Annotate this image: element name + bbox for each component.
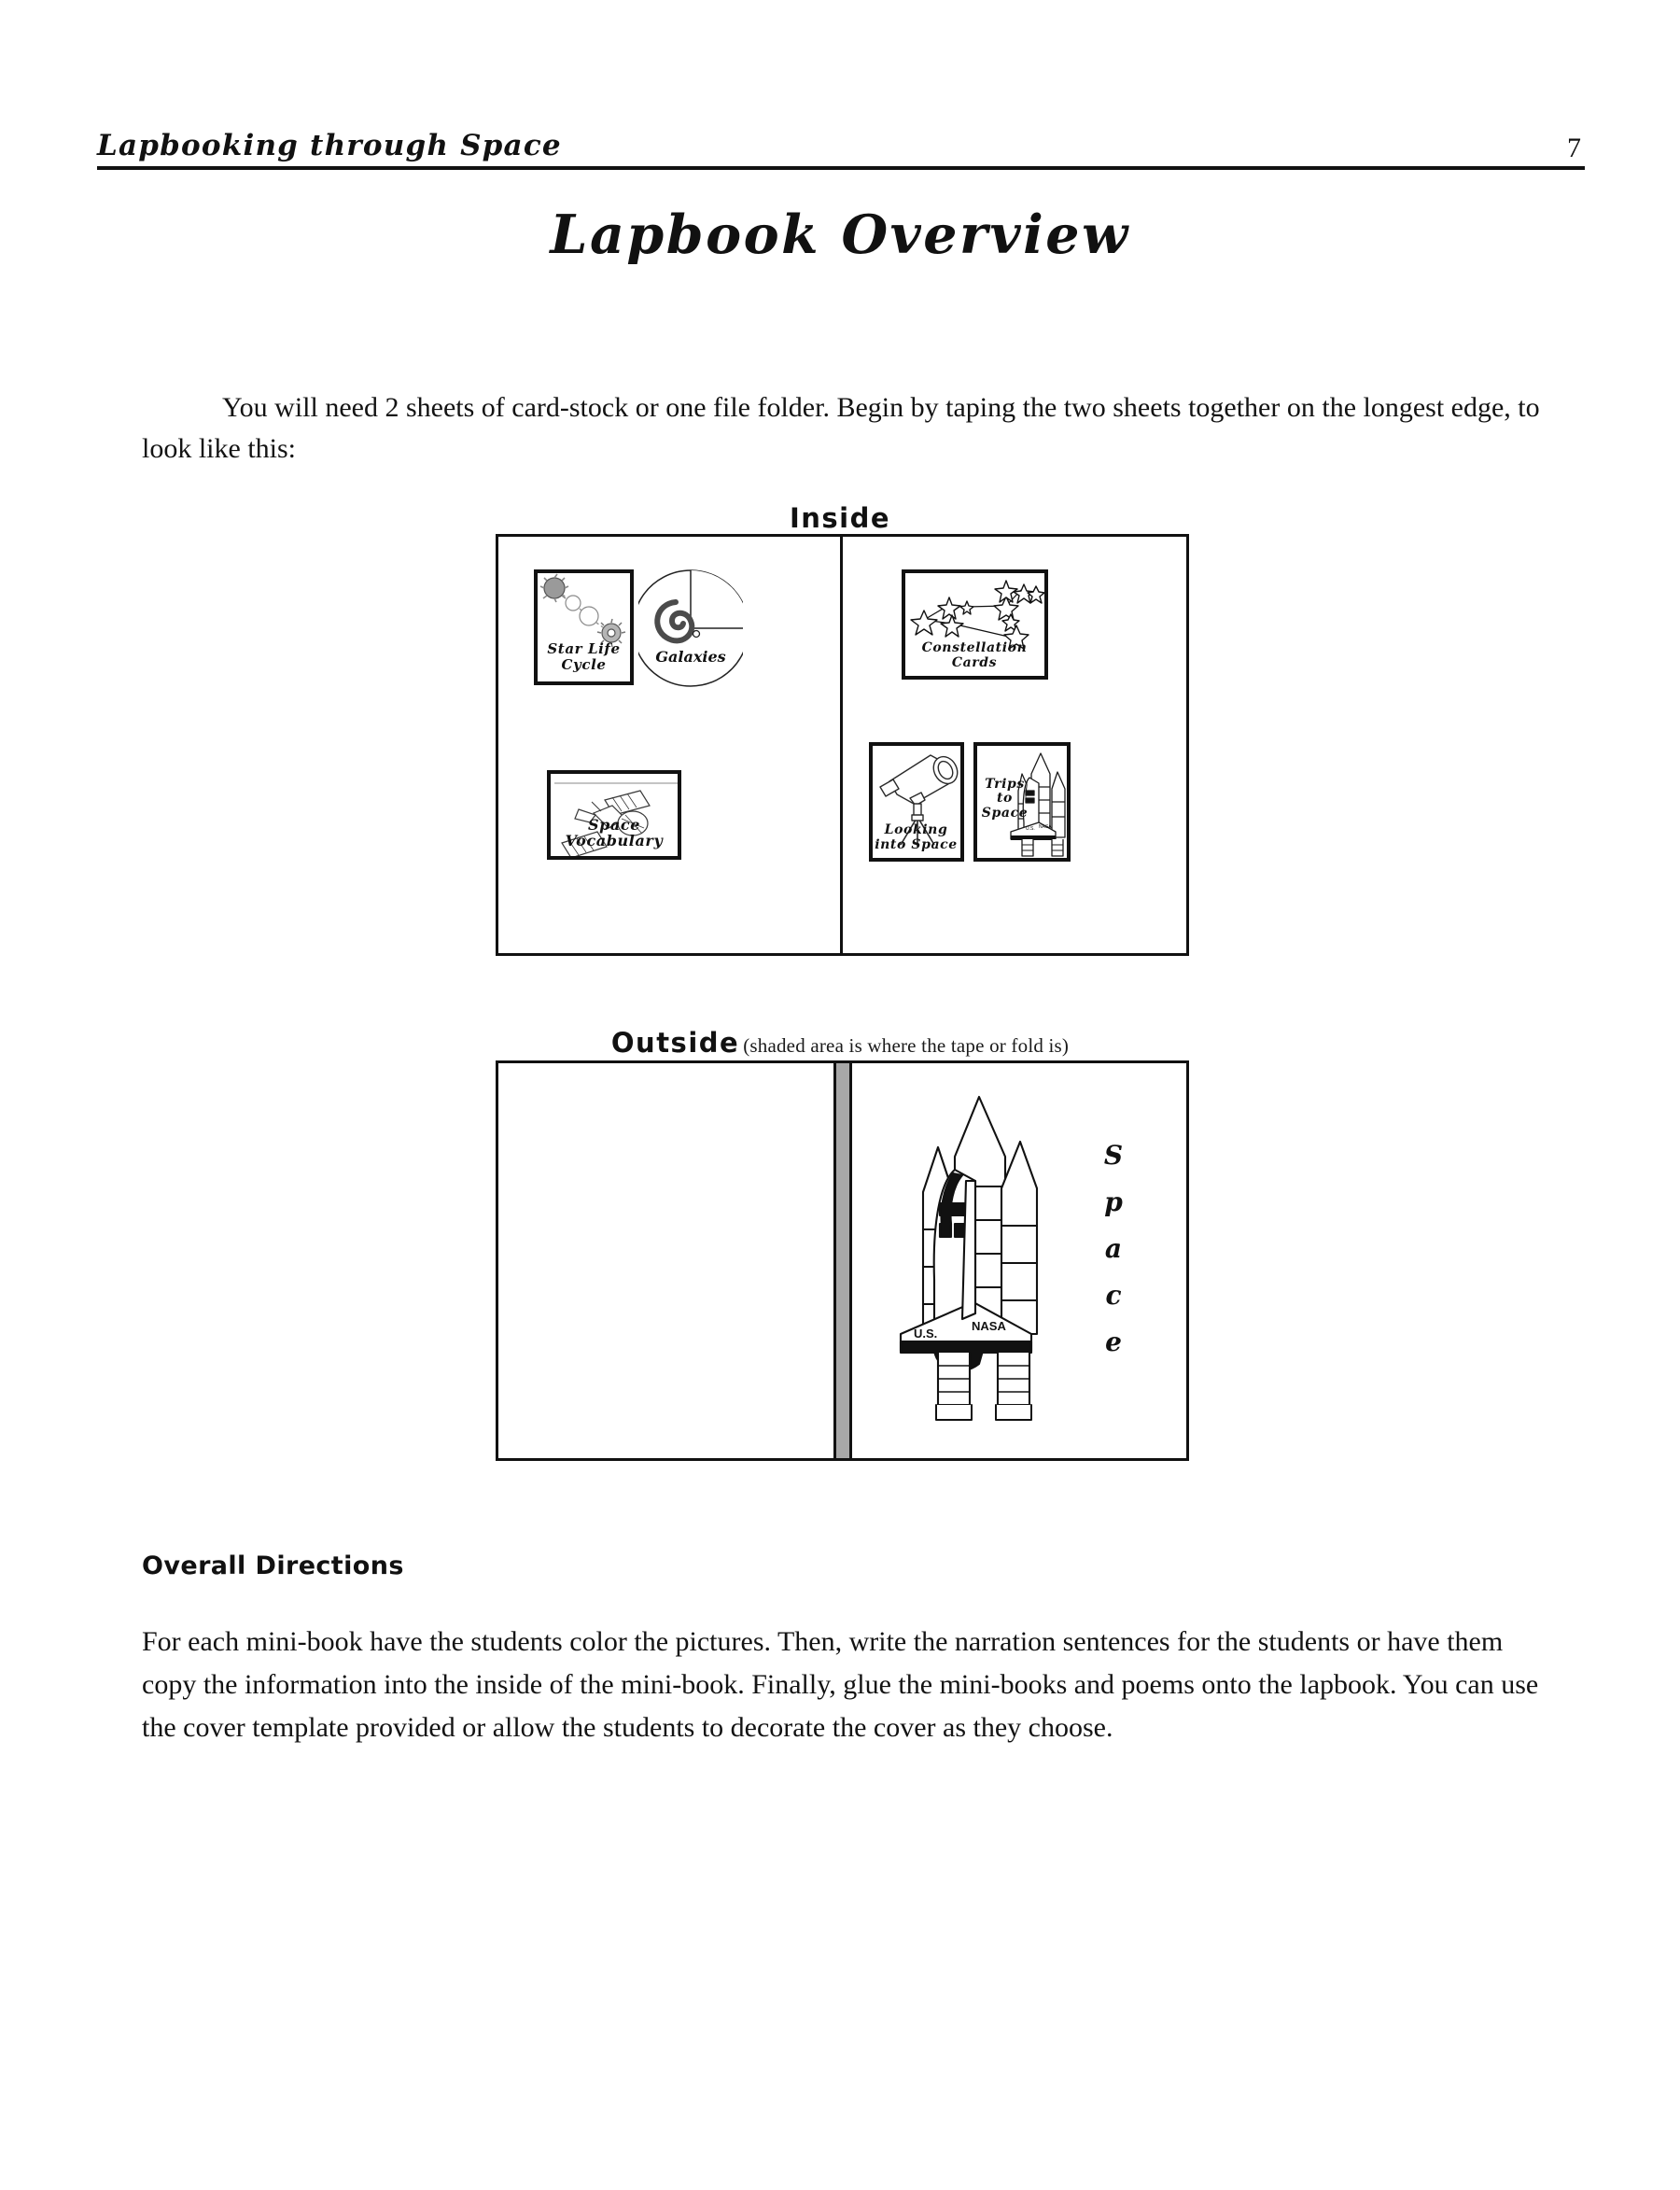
minibook-star-life-cycle bbox=[534, 569, 634, 685]
shuttle-marking-us: U.S. bbox=[913, 1327, 937, 1341]
cover-title-letter-1: p bbox=[1104, 1186, 1123, 1217]
minibook-label bbox=[981, 778, 1029, 821]
minibook-label: Galaxies bbox=[655, 648, 726, 666]
shuttle-marking-nasa: NASA bbox=[971, 1319, 1006, 1333]
inside-right-panel bbox=[843, 537, 1187, 953]
tape-fold-strip bbox=[833, 1063, 852, 1458]
cover-title-letter-0: S bbox=[1103, 1140, 1124, 1171]
inside-folder-diagram bbox=[496, 534, 1189, 956]
inside-caption bbox=[0, 502, 1680, 534]
cover-space-shuttle-icon bbox=[889, 1084, 1067, 1448]
page-title: Lapbook Overview bbox=[550, 204, 1130, 266]
minibook-space-vocabulary bbox=[547, 770, 681, 860]
page-number: 7 bbox=[1567, 133, 1581, 163]
outside-caption-label: Outside bbox=[610, 1027, 740, 1059]
outside-caption bbox=[0, 1027, 1680, 1059]
minibook-label-line2: Cycle bbox=[561, 655, 607, 673]
minibook-label-line1: Constellation Cards bbox=[921, 640, 1028, 670]
minibook-looking-into-space bbox=[869, 742, 964, 862]
spiral-galaxy-wheel-icon bbox=[638, 565, 743, 690]
header-title: Lapbooking through Space bbox=[97, 129, 562, 162]
inside-caption-label: Inside bbox=[789, 502, 891, 534]
star-life-cycle-icon bbox=[538, 573, 630, 648]
svg-text:U.S.: U.S. bbox=[1025, 826, 1035, 832]
page-header bbox=[97, 110, 1585, 170]
inside-left-panel bbox=[498, 537, 843, 953]
minibook-label-line2: to bbox=[996, 791, 1013, 807]
intro-paragraph: You will need 2 sheets of card-stock or one file folder. Begin by taping the two sheets together on the longest edge, to look like this: bbox=[142, 392, 1540, 464]
header-rule bbox=[97, 166, 1585, 170]
minibook-label-line1: Trips bbox=[985, 777, 1025, 792]
outside-folder-diagram bbox=[496, 1060, 1189, 1461]
minibook-galaxies bbox=[638, 565, 743, 690]
directions-body: For each mini-book have the students color the pictures. Then, write the narration sentences for the students or have them copy the information into the inside of the mini-book. Finally, glue the mini-books and poems onto the lapbook. You can use the cover template provided or allow the students to decorate the cover as they choose. bbox=[142, 1626, 1539, 1743]
minibook-label bbox=[538, 641, 630, 672]
cover-title-vertical bbox=[1089, 1132, 1138, 1366]
cover-title-letter-3: c bbox=[1105, 1280, 1122, 1311]
minibook-constellation-cards bbox=[902, 569, 1048, 680]
outside-back-panel bbox=[498, 1063, 833, 1458]
minibook-label bbox=[551, 817, 678, 849]
minibook-label bbox=[905, 641, 1044, 670]
cover-title-letter-2: a bbox=[1104, 1233, 1123, 1264]
minibook-label-line1: Space bbox=[587, 815, 641, 834]
minibook-label-line2: into Space bbox=[875, 836, 958, 852]
svg-text:NASA: NASA bbox=[1038, 824, 1052, 830]
minibook-label-line1: Looking bbox=[884, 822, 948, 838]
outside-cover-panel bbox=[852, 1063, 1187, 1458]
cover-title-letter-4: e bbox=[1105, 1327, 1122, 1357]
directions-heading: Overall Directions bbox=[142, 1551, 404, 1580]
minibook-label-line2: Vocabulary bbox=[565, 832, 664, 850]
minibook-label-line1: Star Life bbox=[547, 640, 621, 657]
minibook-trips-to-space bbox=[973, 742, 1071, 862]
minibook-label-line3: Space bbox=[981, 805, 1029, 821]
minibook-label bbox=[873, 823, 960, 852]
outside-caption-note: (shaded area is where the tape or fold is) bbox=[743, 1034, 1070, 1057]
